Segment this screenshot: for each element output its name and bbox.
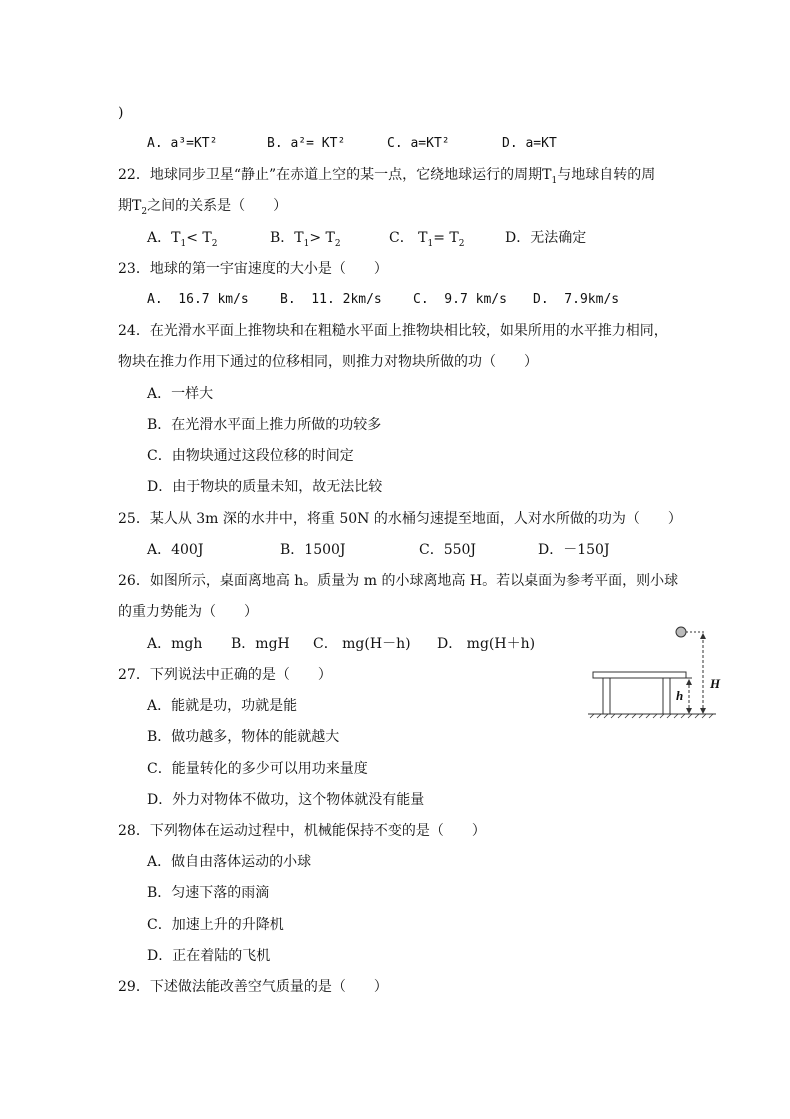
- q26-stem-line2: 的重力势能为（ ）: [118, 604, 258, 620]
- q23-option-d[interactable]: D. 7.9km/s: [533, 292, 620, 307]
- ball-icon: [676, 627, 686, 637]
- q21-option-c[interactable]: C. a=KT²: [387, 136, 450, 151]
- q24-option-d[interactable]: D．由于物块的质量未知，故无法比较: [147, 479, 383, 495]
- q26-option-b[interactable]: B．mgH: [231, 636, 290, 652]
- q27-option-d[interactable]: D．外力对物体不做功，这个物体就没有能量: [147, 792, 425, 808]
- q22-option-d[interactable]: D．无法确定: [505, 230, 587, 246]
- q24-stem-line1: 24．在光滑水平面上推物块和在粗糙水平面上推物块相比较，如果所用的水平推力相同，: [118, 323, 668, 339]
- q23-stem: 23．地球的第一宇宙速度的大小是（ ）: [118, 261, 388, 277]
- q23-option-b[interactable]: B. 11. 2km/s: [280, 292, 382, 307]
- q24-stem-line2: 物块在推力作用下通过的位移相同，则推力对物块所做的功（ ）: [118, 354, 538, 370]
- q27-option-b[interactable]: B．做功越多，物体的能就越大: [147, 729, 340, 745]
- q28-option-d[interactable]: D．正在着陆的飞机: [147, 948, 271, 964]
- q27-option-c[interactable]: C．能量转化的多少可以用功来量度: [147, 761, 368, 777]
- q25-option-c[interactable]: C．550J: [419, 542, 477, 558]
- table-ball-figure: [588, 625, 728, 720]
- q25-stem: 25．某人从 3m 深的水井中，将重 50N 的水桶匀速提至地面，人对水所做的功为（ ）: [118, 511, 682, 527]
- q22-stem-line1: 22．地球同步卫星“静止”在赤道上空的某一点，它绕地球运行的周期$T_1$与地球自转的周: [118, 167, 656, 186]
- q24-option-b[interactable]: B．在光滑水平面上推力所做的功较多: [147, 417, 382, 433]
- q28-option-c[interactable]: C．加速上升的升降机: [147, 917, 284, 933]
- q24-option-c[interactable]: C．由物块通过这段位移的时间定: [147, 448, 354, 464]
- table-top: [593, 672, 686, 678]
- q22-option-a[interactable]: A．$T_1< T_2$: [147, 230, 218, 249]
- q25-option-a[interactable]: A．400J: [147, 542, 204, 558]
- q24-option-a[interactable]: A．一样大: [147, 386, 214, 402]
- q22-stem-line2: 期$T_2$之间的关系是（ ）: [118, 198, 288, 217]
- q21-option-d[interactable]: D. a=KT: [502, 136, 557, 151]
- q21-option-a[interactable]: A. a³=KT²: [147, 136, 218, 151]
- q29-stem: 29．下述做法能改善空气质量的是（ ）: [118, 979, 388, 995]
- q27-stem: 27．下列说法中正确的是（ ）: [118, 667, 332, 683]
- q26-option-a[interactable]: A．mgh: [147, 636, 203, 652]
- q26-stem-line1: 26．如图所示，桌面离地高 h。质量为 m 的小球离地高 H。若以桌面为参考平面，则小球: [118, 573, 679, 589]
- q23-option-c[interactable]: C. 9.7 km/s: [413, 292, 507, 307]
- q25-option-b[interactable]: B．1500J: [280, 542, 346, 558]
- q22-option-c[interactable]: C． $T_1= T_2$: [389, 230, 465, 249]
- q26-option-d[interactable]: D． mg(H＋h): [437, 636, 536, 652]
- continued-paren: ): [118, 105, 124, 121]
- q28-option-b[interactable]: B．匀速下落的雨滴: [147, 885, 270, 901]
- q23-option-a[interactable]: A. 16.7 km/s: [147, 292, 249, 307]
- q28-option-a[interactable]: A．做自由落体运动的小球: [147, 854, 312, 870]
- q25-option-d[interactable]: D．－150J: [538, 542, 610, 558]
- q26-option-c[interactable]: C． mg(H－h): [313, 636, 411, 652]
- q27-option-a[interactable]: A．能就是功，功就是能: [147, 698, 298, 714]
- label-H: H: [710, 676, 721, 691]
- label-h: h: [676, 688, 684, 703]
- q21-option-b[interactable]: B. a²= KT²: [267, 136, 346, 151]
- q22-option-b[interactable]: B．$T_1> T_2$: [270, 230, 341, 249]
- q28-stem: 28．下列物体在运动过程中，机械能保持不变的是（ ）: [118, 823, 486, 839]
